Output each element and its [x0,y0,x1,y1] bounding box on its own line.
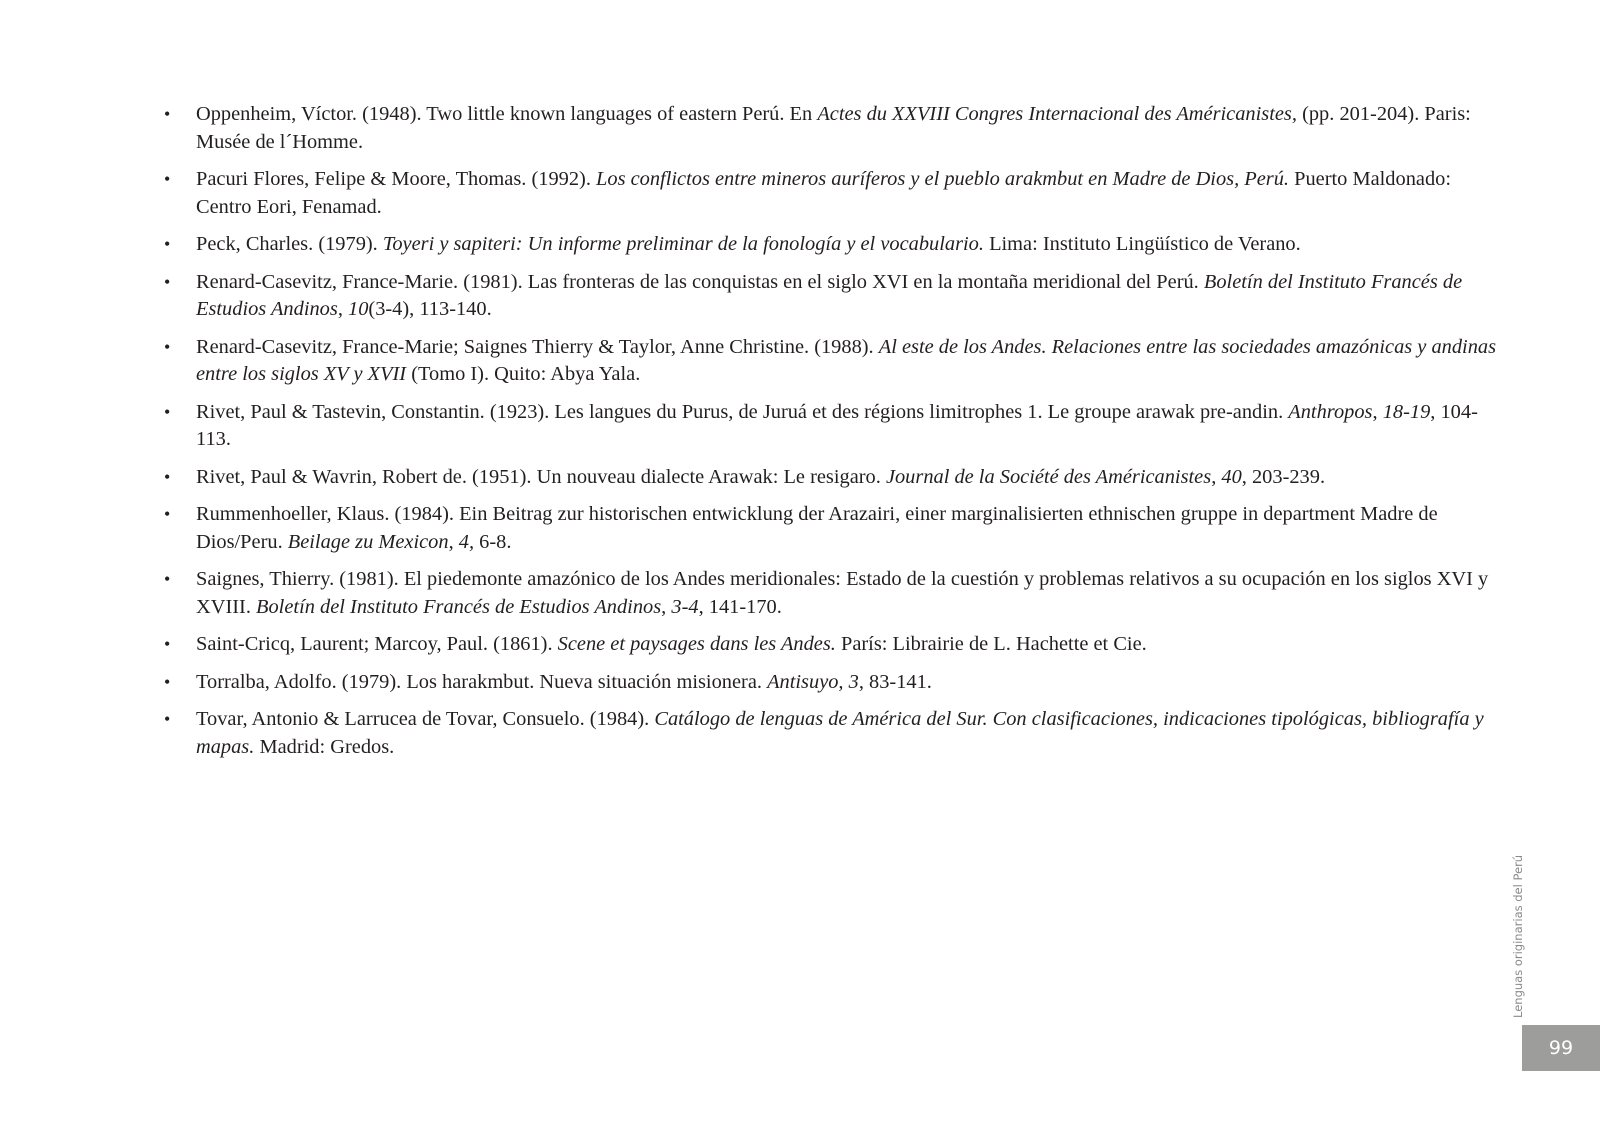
reference-italic-segment: Actes du XXVIII Congres Internacional des Américanistes, [817,103,1297,125]
reference-entry [164,669,1500,697]
reference-segment: (Tomo I). Quito: Abya Yala. [406,363,641,385]
reference-segment: Saint-Cricq, Laurent; Marcoy, Paul. (1861). [196,633,558,655]
reference-italic-segment: Beilage zu Mexicon [287,530,449,553]
reference-segment: Tovar, Antonio & Larrucea de Tovar, Consuelo. (1984). [196,708,655,730]
reference-entry [164,334,1500,389]
reference-entry [164,706,1500,761]
reference-segment: Peck, Charles. (1979). [196,233,383,255]
reference-entry [164,501,1500,556]
reference-segment: Pacuri Flores, Felipe & Moore, Thomas. (1992). [196,168,597,190]
reference-segment: , 141-170. [698,595,782,618]
reference-segment: , [448,530,459,553]
reference-segment: , [661,595,672,618]
reference-segment: Oppenheim, Víctor. (1948). Two little known languages of eastern Perú. En [196,103,818,125]
running-book-title: Lenguas originarias del Perú [1511,854,1525,1018]
reference-segment: 6-8. [474,530,512,553]
reference-segment: (pp. 201-204). Paris: Musée de l´Homme. [196,103,1471,153]
reference-segment: (3-4), 113-140. [368,298,492,320]
reference-italic-segment: Boletín del Instituto Francés de Estudios Andinos [196,270,1463,320]
bibliography-list [164,101,1500,771]
reference-segment: Saignes, Thierry. (1981). El piedemonte amazónico de los Andes meridionales: Estado de la cuestión y problemas relativos a su ocupación en los siglos XVI y XVIII. [196,568,1489,618]
reference-segment: Rivet, Paul & Wavrin, Robert de. (1951). Un nouveau dialecte Arawak: Le resigaro. [196,465,886,488]
reference-entry [164,101,1500,156]
reference-italic-segment: Antisuyo, 3 [767,670,859,693]
reference-entry [164,231,1500,259]
reference-entry [164,166,1500,221]
reference-segment: Rivet, Paul & Tastevin, Constantin. (1923). Les langues du Purus, de Juruá et des régions limitrophes 1. Le groupe arawak pre-andin. [196,400,1289,423]
reference-segment: Torralba, Adolfo. (1979). Los harakmbut. Nueva situación misionera. [196,670,768,693]
reference-entry [164,464,1500,492]
reference-entry [164,631,1500,659]
page-number: 99 [1548,1037,1574,1059]
reference-segment: Puerto Maldonado: Centro Eori, Fenamad. [196,168,1452,218]
reference-italic-segment: 40 [1221,465,1242,488]
reference-segment: , [337,298,349,320]
page-number-box [1522,1025,1600,1071]
reference-segment: , [1372,400,1383,423]
reference-entry [164,566,1500,621]
reference-italic-segment: Catálogo de lenguas de América del Sur. Con clasificaciones, indicaciones tipológicas, bibliografía y mapas. [196,708,1484,758]
reference-segment: Madrid: Gredos. [254,735,395,758]
reference-italic-segment: Journal de la Société des Américanistes [885,465,1212,488]
reference-segment: Renard-Casevitz, France-Marie. (1981). Las fronteras de las conquistas en el siglo XVI en la montaña meridional del Perú. [196,270,1204,293]
reference-segment: Lima: Instituto Lingüístico de Verano. [983,233,1301,255]
reference-italic-segment: 10 [348,298,369,320]
reference-entry [164,399,1500,454]
reference-italic-segment: Los conflictos entre mineros auríferos y el pueblo arakmbut en Madre de Dios, Perú. [596,168,1290,190]
reference-italic-segment: 4, [458,530,475,553]
reference-segment: , 83-141. [858,670,932,693]
reference-segment: Renard-Casevitz, France-Marie; Saignes Thierry & Taylor, Anne Christine. (1988). [196,335,879,358]
reference-entry [164,269,1500,324]
reference-segment: , 104-113. [196,400,1478,450]
reference-segment: , [1211,465,1222,488]
reference-italic-segment: Boletín del Instituto Francés de Estudios Andinos [256,595,662,618]
reference-italic-segment: 3-4 [671,595,699,618]
reference-segment: , 203-239. [1241,465,1326,488]
reference-italic-segment: Al este de los Andes. Relaciones entre las sociedades amazónicas y andinas entre los siglos XV y XVII [196,335,1497,385]
reference-segment: Rummenhoeller, Klaus. (1984). Ein Beitrag zur historischen entwicklung der Arazairi, einer marginalisierten ethnischen gruppe in department Madre de Dios/Peru. [196,503,1438,553]
reference-italic-segment: Anthropos [1288,400,1373,423]
reference-italic-segment: Scene et paysages dans les Andes. [557,633,836,655]
reference-italic-segment: Toyeri y sapiteri: Un informe preliminar de la fonología y el vocabulario. [382,233,984,255]
reference-italic-segment: 18-19 [1382,400,1431,423]
reference-segment: París: Librairie de L. Hachette et Cie. [835,633,1147,655]
